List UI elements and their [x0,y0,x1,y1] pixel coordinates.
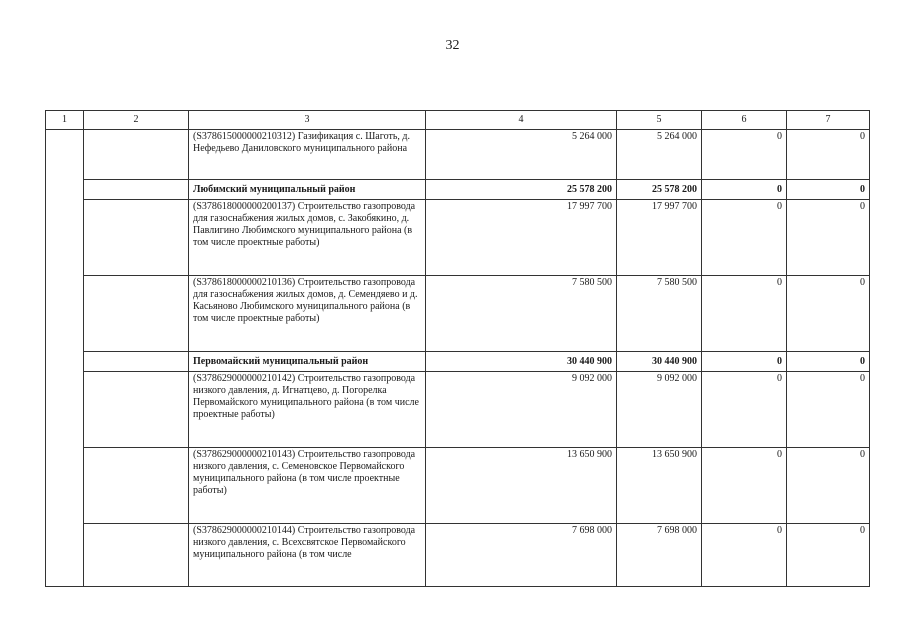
col2-cell [84,130,189,180]
row-value-5: 7 580 500 [617,276,702,352]
row-value-4: 25 578 200 [426,180,617,200]
row-value-7: 0 [787,180,870,200]
row-value-5: 13 650 900 [617,448,702,524]
table-row [46,200,870,276]
row-value-4: 7 580 500 [426,276,617,352]
header-cell-3: 3 [189,111,426,130]
header-cell-4: 4 [426,111,617,130]
row-value-6: 0 [702,180,787,200]
table-row [46,448,870,524]
row-description: (S378629000000210143) Строительство газопровода низкого давления, с. Семеновское Первомайского муниципального района (в том числе проектные работы) [189,448,426,524]
row-value-6: 0 [702,372,787,448]
row-value-7: 0 [787,200,870,276]
row-value-5: 25 578 200 [617,180,702,200]
row-description: (S378615000000210312) Газификация с. Шаготь, д. Нефедьево Даниловского муниципального района [189,130,426,180]
header-cell-2: 2 [84,111,189,130]
row-value-4: 5 264 000 [426,130,617,180]
header-cell-6: 6 [702,111,787,130]
row-description: (S378629000000210144) Строительство газопровода низкого давления, с. Всехсвятское Первомайского муниципального района (в том числе [189,524,426,587]
row-value-7: 0 [787,352,870,372]
row-value-7: 0 [787,524,870,587]
row-description: Первомайский муниципальный район [189,352,426,372]
row-value-6: 0 [702,524,787,587]
row-value-5: 30 440 900 [617,352,702,372]
row-value-5: 7 698 000 [617,524,702,587]
row-value-6: 0 [702,448,787,524]
col2-cell [84,200,189,276]
header-cell-1: 1 [46,111,84,130]
row-value-5: 9 092 000 [617,372,702,448]
col2-cell [84,524,189,587]
table-row [46,372,870,448]
budget-table [45,110,870,587]
col2-cell [84,372,189,448]
col2-cell [84,276,189,352]
row-value-4: 30 440 900 [426,352,617,372]
page-number: 32 [445,38,460,53]
row-value-7: 0 [787,372,870,448]
col2-cell [84,352,189,372]
table-row [46,524,870,587]
table-row [46,130,870,180]
row-value-6: 0 [702,352,787,372]
row-value-5: 5 264 000 [617,130,702,180]
row-value-6: 0 [702,276,787,352]
col1-cell [46,130,84,587]
row-description: (S378629000000210142) Строительство газопровода низкого давления, д. Игнатцево, д. Погорелка Первомайского муниципального района (в том числе проектные работы) [189,372,426,448]
subtotal-row [46,352,870,372]
row-value-6: 0 [702,130,787,180]
header-cell-5: 5 [617,111,702,130]
row-value-7: 0 [787,276,870,352]
table-row [46,276,870,352]
row-value-7: 0 [787,448,870,524]
header-row [46,111,870,130]
row-value-6: 0 [702,200,787,276]
row-value-4: 7 698 000 [426,524,617,587]
col2-cell [84,448,189,524]
row-value-5: 17 997 700 [617,200,702,276]
row-value-7: 0 [787,130,870,180]
row-value-4: 9 092 000 [426,372,617,448]
row-description: (S378618000000210136) Строительство газопровода для газоснабжения жилых домов, д. Семендяево и д. Касьяново Любимского муниципального района (в том числе проектные работы) [189,276,426,352]
row-description: Любимский муниципальный район [189,180,426,200]
subtotal-row [46,180,870,200]
header-cell-7: 7 [787,111,870,130]
row-description: (S378618000000200137) Строительство газопровода для газоснабжения жилых домов, с. Закобякино, д. Павлигино Любимского муниципального района (в том числе проектные работы) [189,200,426,276]
row-value-4: 13 650 900 [426,448,617,524]
row-value-4: 17 997 700 [426,200,617,276]
col2-cell [84,180,189,200]
